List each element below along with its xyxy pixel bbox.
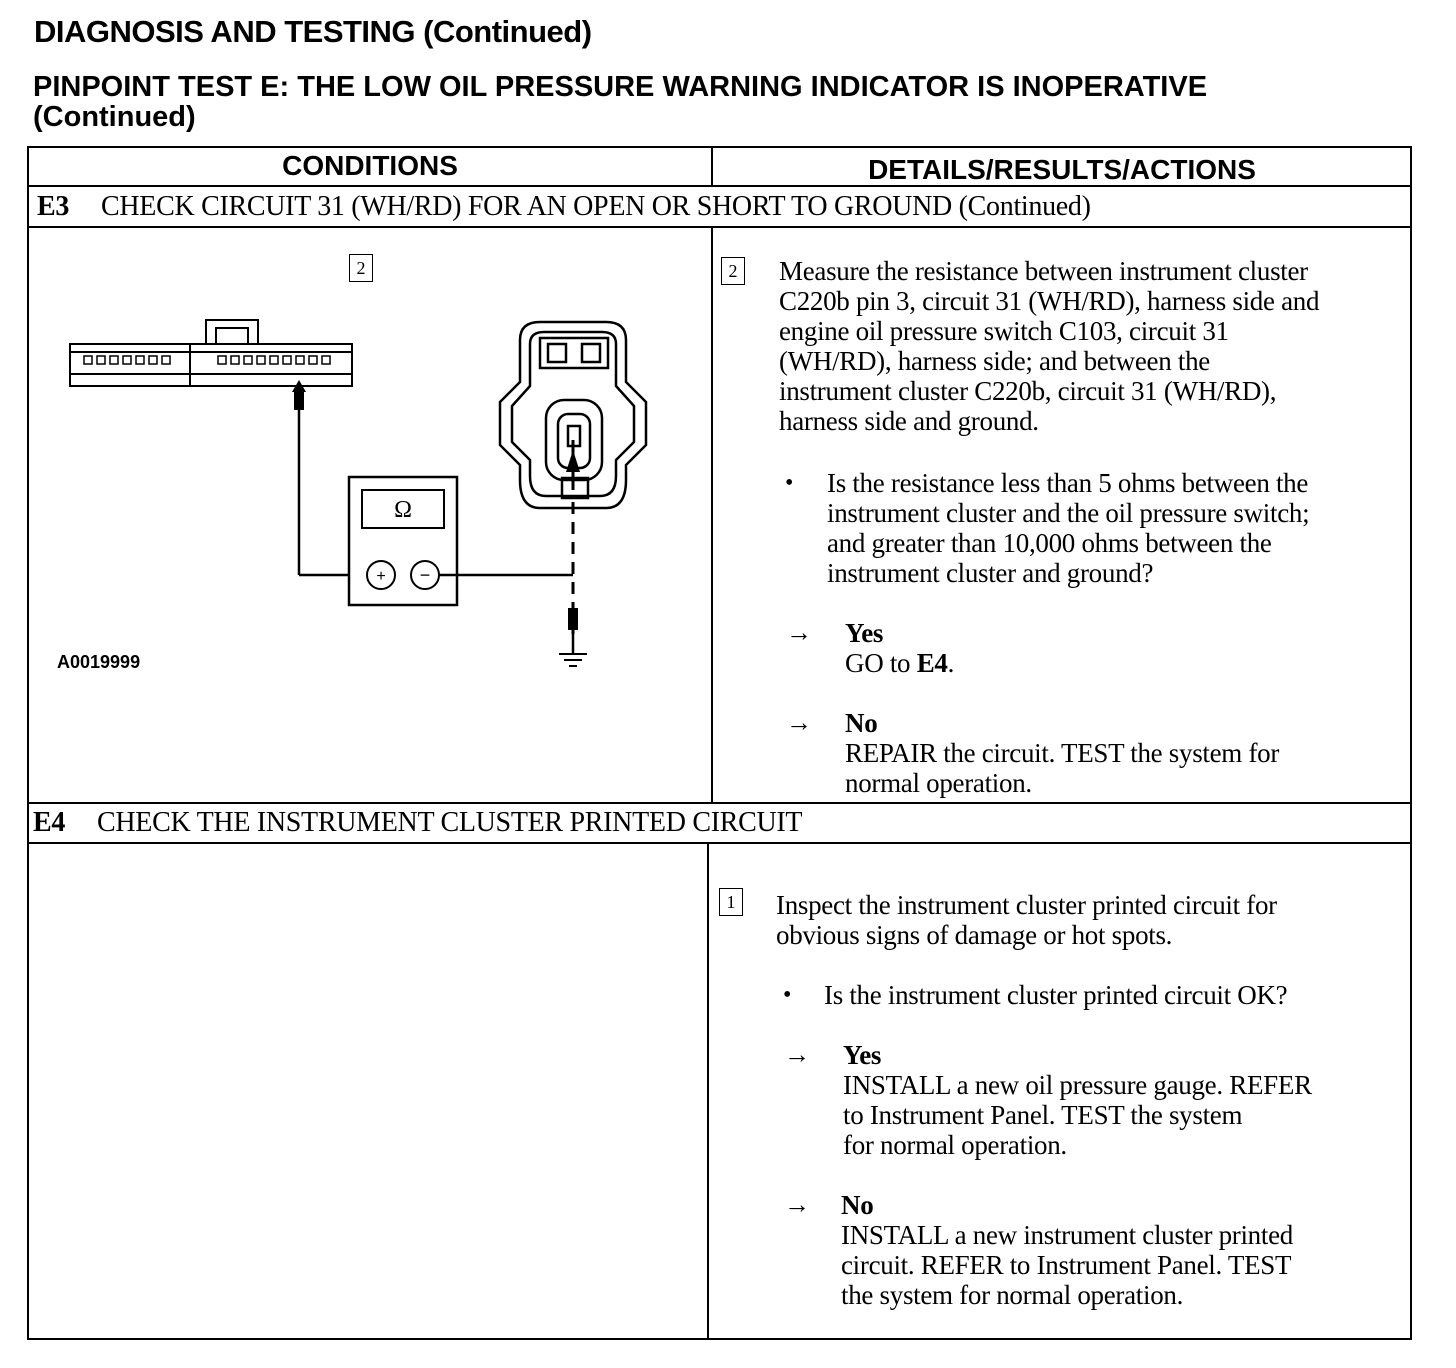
e3-yes-result: Yes GO to E4. <box>845 618 955 678</box>
ohm-symbol: Ω <box>394 497 412 523</box>
header-divider <box>29 185 1410 187</box>
e4-yes-result: Yes INSTALL a new oil pressure gauge. REFER to Instrument Panel. TEST the system for normal operation. <box>843 1040 1312 1160</box>
connector-pin-row-right <box>218 356 330 364</box>
e4-action-number-box: 1 <box>719 888 743 916</box>
connector-pin-row-left <box>84 356 170 364</box>
ohmmeter <box>349 477 457 605</box>
e3-yes-target-step: E4 <box>916 648 948 678</box>
e3-action-number-box: 2 <box>721 257 745 285</box>
figure-label: A0019999 <box>57 652 141 672</box>
e3-no-arrow: → <box>786 708 812 737</box>
step-e4-id: E4 <box>33 807 66 838</box>
pinpoint-test-title <box>33 72 1413 132</box>
instrument-cluster-connector <box>70 320 352 386</box>
step-e4-title-row <box>33 804 802 842</box>
e4-title-divider <box>29 842 1410 844</box>
e3-yes-arrow: → <box>786 618 812 647</box>
header-column-divider <box>711 148 713 185</box>
ground-probe <box>568 608 578 654</box>
e3-no-result: No REPAIR the circuit. TEST the system for normal operation. <box>845 708 1280 798</box>
page-title: DIAGNOSIS AND TESTING (Continued) <box>34 14 592 49</box>
ground-symbol <box>559 654 587 666</box>
e4-instruction: Inspect the instrument cluster printed circuit for obvious signs of damage or hot spots. <box>776 890 1277 950</box>
e3-question-bullet: • <box>785 470 794 496</box>
cluster-probe <box>292 380 306 575</box>
e3-no-label: No <box>845 708 878 738</box>
e4-no-arrow: → <box>784 1190 810 1219</box>
e3-yes-label: Yes <box>845 618 884 648</box>
e4-yes-arrow: → <box>784 1040 810 1069</box>
switch-probe <box>566 440 580 490</box>
pinpoint-test-title-line1: PINPOINT TEST E: THE LOW OIL PRESSURE WARNING INDICATOR IS INOPERATIVE <box>33 71 1208 103</box>
pinpoint-test-title-line2: (Continued) <box>33 101 196 133</box>
e3-title-divider <box>29 226 1410 228</box>
figure-step-number-box: 2 <box>349 254 373 282</box>
e4-no-label: No <box>841 1190 874 1220</box>
e4-question-bullet: • <box>783 982 792 1008</box>
e4-yes-label: Yes <box>843 1040 882 1070</box>
step-e3-id: E3 <box>37 191 70 222</box>
step-e4-title: CHECK THE INSTRUMENT CLUSTER PRINTED CIRCUIT <box>97 807 803 838</box>
e4-column-divider <box>707 842 709 1340</box>
e3-column-divider <box>711 226 713 802</box>
e3-yes-action: GO to <box>845 648 917 678</box>
conditions-column-header: CONDITIONS <box>282 150 458 181</box>
e3-question: Is the resistance less than 5 ohms between the instrument cluster and the oil pressure switch; and greater than 10,000 ohms between the instrument cluster and ground? <box>827 468 1310 588</box>
e4-no-result: No INSTALL a new instrument cluster printed circuit. REFER to Instrument Panel. TEST the system for normal operation. <box>841 1190 1293 1310</box>
step-e3-title-row <box>37 188 1091 226</box>
step-e3-title: CHECK CIRCUIT 31 (WH/RD) FOR AN OPEN OR SHORT TO GROUND (Continued) <box>101 191 1091 222</box>
circuit-test-diagram <box>40 240 660 680</box>
details-column-header: DETAILS/RESULTS/ACTIONS <box>868 154 1256 185</box>
minus-terminal-label: − <box>419 565 431 585</box>
plus-terminal-label: + <box>376 568 386 585</box>
e4-question: Is the instrument cluster printed circuit OK? <box>824 980 1288 1010</box>
e3-instruction: Measure the resistance between instrument cluster C220b pin 3, circuit 31 (WH/RD), harness side and engine oil pressure switch C103, circuit 31 (WH/RD), harness side; and between the instrument cluster C220b, circuit 31 (WH/RD), harness side and ground. <box>779 256 1320 436</box>
